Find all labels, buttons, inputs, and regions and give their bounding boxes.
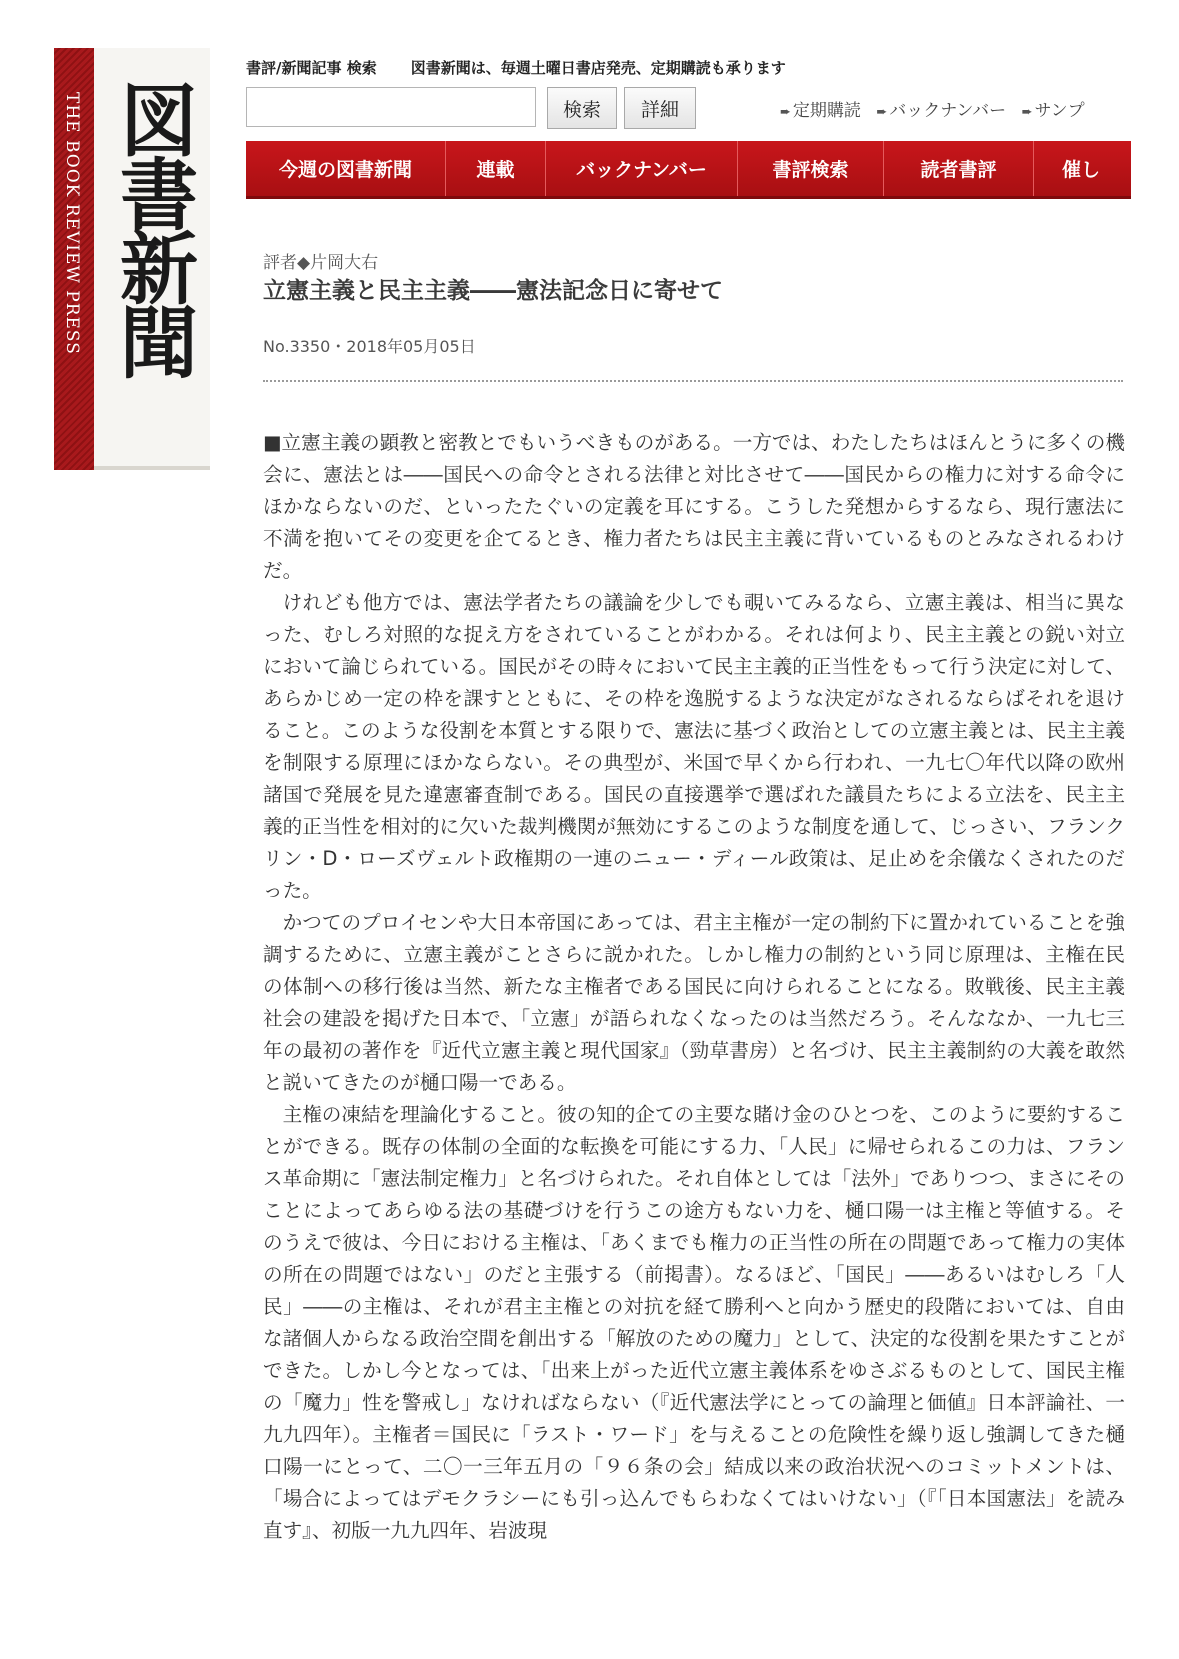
- paragraph: けれども他方では、憲法学者たちの議論を少しでも覗いてみるなら、立憲主義は、相当に異なった、むしろ対照的な捉え方をされていることがわかる。それは何より、民主主義との鋭い対立において論じられている。国民がその時々において民主主義的正当性をもって行う決定に対して、あらかじめ一定の枠を課すとともに、その枠を逸脱するような決定がなされるならばそれを退けること。このような役割を本質とする限りで、憲法に基づく政治としての立憲主義とは、民主主義を制限する原理にほかならない。その典型が、米国で早くから行われ、一九七〇年代以降の欧州諸国で発展を見た違憲審査制である。国民の直接選挙で選ばれた議員たちによる立法を、民主主義的正当性を相対的に欠いた裁判機関が無効にするこのような制度を通して、じっさい、フランクリン・D・ローズヴェルト政権期の一連のニュー・ディール政策は、足止めを余儀なくされたのだった。: [263, 591, 1125, 902]
- detail-search-button[interactable]: 詳細: [624, 87, 696, 129]
- main-nav: [246, 141, 1131, 199]
- link-sample[interactable]: ➨ サンプ: [1021, 101, 1085, 121]
- quick-links: [780, 96, 1131, 121]
- article-title: 立憲主義と民主主義――憲法記念日に寄せて: [263, 278, 723, 304]
- nav-item-this-week[interactable]: 今週の図書新聞: [246, 141, 446, 196]
- header-tagline: 図書新聞は、毎週土曜日書店発売、定期購読も承ります: [410, 59, 786, 77]
- nav-item-serial[interactable]: 連載: [446, 141, 546, 196]
- link-back-numbers[interactable]: ➨ バックナンバー: [876, 101, 1007, 121]
- logo-panel: [94, 48, 210, 470]
- site-logo[interactable]: [54, 48, 210, 470]
- paragraph: かつてのプロイセンや大日本帝国にあっては、君主主権が一定の制約下に置かれていることを強調するために、立憲主義がことさらに説かれた。しかし権力の制約という同じ原理は、主権在民の体制への移行後は当然、新たな主権者である国民に向けられることになる。敗戦後、民主主義社会の建設を掲げた日本で、「立憲」が語られなくなったのは当然だろう。そんななか、一九七三年の最初の著作を『近代立憲主義と現代国家』（勁草書房）と名づけ、民主主義制約の大義を敢然と説いてきたのが樋口陽一である。: [263, 911, 1125, 1094]
- logo-japanese-text: 図書新聞: [107, 80, 198, 376]
- nav-item-reader-reviews[interactable]: 読者書評: [884, 141, 1034, 196]
- arrow-right-icon: ➨: [876, 105, 888, 120]
- link-subscription[interactable]: ➨ 定期購読: [780, 101, 861, 121]
- dotted-divider: [263, 380, 1123, 382]
- article-body: [263, 427, 1125, 1547]
- arrow-right-icon: ➨: [1021, 105, 1033, 120]
- nav-item-review-search[interactable]: 書評検索: [738, 141, 884, 196]
- nav-item-back-numbers[interactable]: バックナンバー: [546, 141, 738, 196]
- search-button[interactable]: 検索: [547, 87, 617, 129]
- logo-english-text: THE BOOK REVIEW PRESS: [62, 92, 82, 355]
- logo-stripe: [54, 48, 94, 470]
- reviewer: 評者◆片岡大右: [263, 253, 379, 273]
- search-label: 書評/新聞記事 検索: [246, 59, 377, 77]
- paragraph: 主権の凍結を理論化すること。彼の知的企ての主要な賭け金のひとつを、このように要約することができる。既存の体制の全面的な転換を可能にする力、「人民」に帰せられるこの力は、フランス革命期に「憲法制定権力」と名づけられた。それ自体としては「法外」でありつつ、まさにそのことによってあらゆる法の基礎づけを行うこの途方もない力を、樋口陽一は主権と等値する。そのうえで彼は、今日における主権は、「あくまでも権力の正当性の所在の問題であって権力の実体の所在の問題ではない」のだと主張する（前掲書）。なるほど、「国民」――あるいはむしろ「人民」――の主権は、それが君主主権との対抗を経て勝利へと向かう歴史的段階においては、自由な諸個人からなる政治空間を創出する「解放のための魔力」として、決定的な役割を果たすことができた。しかし今となっては、「出来上がった近代立憲主義体系をゆさぶるものとして、国民主権の「魔力」性を警戒し」なければならない（『近代憲法学にとっての論理と価値』日本評論社、一九九四年）。主権者＝国民に「ラスト・ワード」を与えることの危険性を繰り返し強調してきた樋口陽一にとって、二〇一三年五月の「９６条の会」結成以来の政治状況へのコミットメントは、「場合によってはデモクラシーにも引っ込んでもらわなくてはいけない」（『「日本国憲法」を読み直す』、初版一九九四年、岩波現: [263, 1103, 1125, 1542]
- paragraph: ■立憲主義の顕教と密教とでもいうべきものがある。一方では、わたしたちはほんとうに多くの機会に、憲法とは――国民への命令とされる法律と対比させて――国民からの権力に対する命令にほかならないのだ、といったたぐいの定義を耳にする。こうした発想からするなら、現行憲法に不満を抱いてその変更を企てるとき、権力者たちは民主主義に背いているものとみなされるわけだ。: [263, 431, 1125, 582]
- arrow-right-icon: ➨: [780, 105, 791, 120]
- nav-item-events[interactable]: 催し: [1062, 159, 1101, 181]
- header-line: [246, 57, 786, 78]
- search-input[interactable]: [246, 87, 536, 127]
- issue-info: No.3350・2018年05月05日: [263, 337, 476, 356]
